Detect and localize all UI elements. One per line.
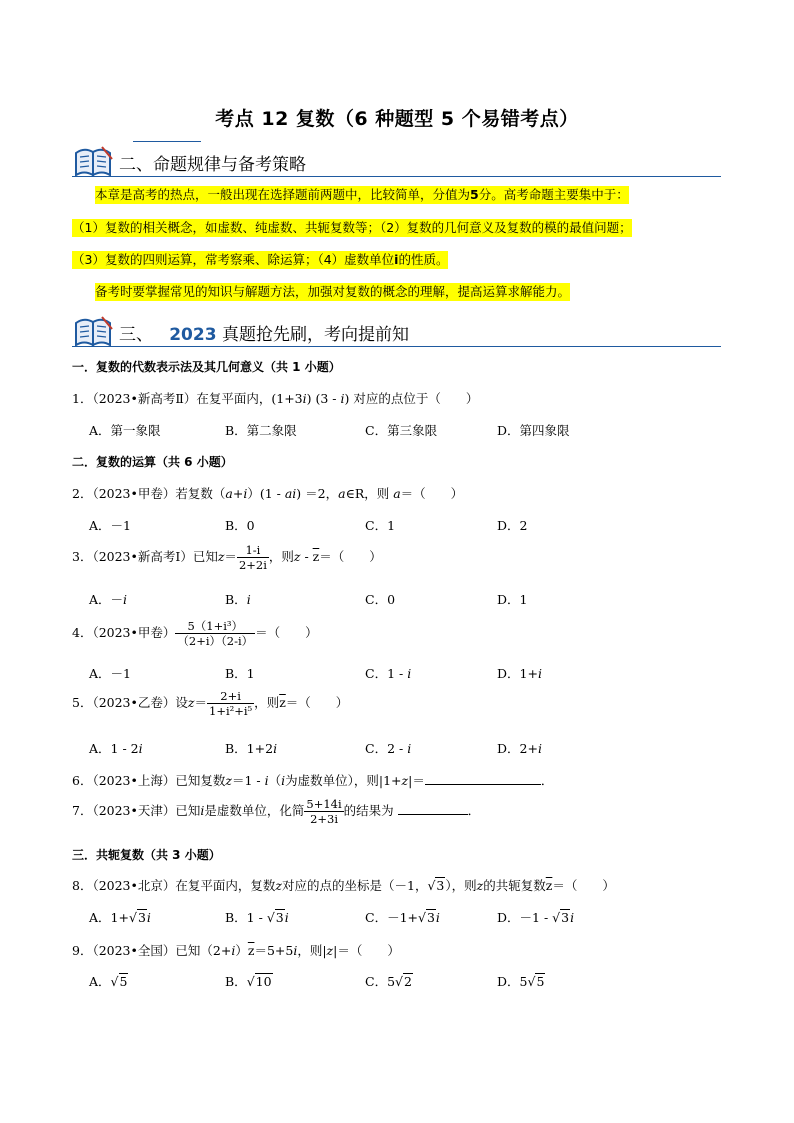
q3-option-c: C．0: [365, 592, 396, 607]
strategy-paragraph-3: （3）复数的四则运算，常考察乘、除运算；（4）虚数单位i的性质。: [72, 252, 449, 267]
q9-option-b: B．√10: [225, 974, 272, 989]
q4-option-d: D．1+i: [497, 666, 542, 681]
q4-option-b: B．1: [225, 666, 255, 681]
question-8: 8．（2023•北京）在复平面内，复数z对应的点的坐标是（－1，√3），则z的共轭复数$\overline{z}=$（ ）: [72, 878, 615, 893]
question-1: 1．（2023•新高考Ⅱ）在复平面内，(1+3i) (3 - i) 对应的点位于（ ）: [72, 391, 479, 406]
question-3: 3．（2023•新高考Ⅰ）已知z＝ $\frac{1-i}{2+2i}$ ，则$z - \overline{z}=$（ ）: [72, 543, 382, 572]
question-2: 2．（2023•甲卷）若复数（a+i）(1 - ai) ＝2，a∈R，则 a＝（ ）: [72, 486, 464, 501]
q3-fraction: $\frac{1-i}{2+2i}$: [238, 543, 267, 572]
q1-option-c: C．第三象限: [365, 423, 438, 438]
q8-option-b: B．1 - √3i: [225, 910, 289, 925]
question-9: 9．（2023•全国）已知$(2+i)\overline{z}=5+5i$，则|z|＝（ ）: [72, 943, 400, 958]
q8-option-a: A．1+√3i: [89, 910, 151, 925]
question-5: 5．（2023•乙卷）设z＝ $\frac{2+i}{\text{1+i²+i⁵}}$ ，则$\overline{z}=$（ ）: [72, 689, 349, 718]
q2-option-c: C．1: [365, 518, 396, 533]
question-6: 6．（2023•上海）已知复数z＝1 - i（i为虚数单位），则|1+z|＝ ．: [72, 773, 554, 788]
subsection-heading-1: 一．复数的代数表示法及其几何意义（共 1 小题）: [72, 360, 341, 374]
q3-option-b: B．i: [225, 592, 251, 607]
q3-option-d: D．1: [497, 592, 528, 607]
question-4: 4．（2023•甲卷） $\frac{\text{5（1+i³）}}{(2+i)(2-i)}$ ＝（ ）: [72, 619, 318, 648]
subsection-heading-3: 三．共轭复数（共 3 小题）: [72, 848, 221, 862]
q3-option-a: A．－i: [89, 592, 128, 607]
q9-option-c: C．5√2: [365, 974, 412, 989]
title-underline: [133, 141, 201, 142]
section-heading-strategy: 二、命题规律与备考策略: [119, 155, 306, 175]
q5-option-d: D．2+i: [497, 741, 542, 756]
q4-option-c: C．1 - i: [365, 666, 412, 681]
strategy-paragraph-4: 备考时要掌握常见的知识与解题方法，加强对复数的概念的理解，提高运算求解能力。: [95, 284, 571, 299]
q9-option-d: D．5√5: [497, 974, 545, 989]
strategy-paragraph-2: （1）复数的相关概念，如虚数、纯虚数、共轭复数等；（2）复数的几何意义及复数的模的最值问题；: [72, 220, 632, 235]
book-icon: [72, 143, 116, 179]
q2-option-d: D．2: [497, 518, 528, 533]
q7-answer-blank[interactable]: [398, 814, 468, 815]
q7-fraction: $\frac{5+14i}{2+3i}$: [306, 797, 342, 826]
section-divider: [72, 176, 721, 177]
q1-option-b: B．第二象限: [225, 423, 297, 438]
q4-option-a: A．－1: [89, 666, 131, 681]
sqrt-symbol: √3: [427, 878, 445, 893]
q4-fraction: $\frac{\text{5（1+i³）}}{(2+i)(2-i)}$: [177, 619, 254, 648]
q8-option-c: C．－1+√3i: [365, 910, 440, 925]
q5-option-a: A．1 - 2i: [89, 741, 143, 756]
q1-option-a: A．第一象限: [89, 423, 161, 438]
book-icon: [72, 313, 116, 349]
q8-option-d: D．－1 - √3i: [497, 910, 575, 925]
q2-option-a: A．－1: [89, 518, 131, 533]
q2-option-b: B．0: [225, 518, 255, 533]
q6-answer-blank[interactable]: [425, 784, 541, 785]
subsection-heading-2: 二．复数的运算（共 6 小题）: [72, 455, 233, 469]
strategy-paragraph-1: 本章是高考的热点，一般出现在选择题前两题中，比较简单，分值为5分。高考命题主要集中于：: [95, 187, 629, 202]
section-heading-real-exams: 三、 2023 真题抢先刷，考向提前知: [119, 325, 409, 345]
document-title: 考点 12 复数（6 种题型 5 个易错考点）: [215, 108, 579, 130]
section-divider: [72, 346, 721, 347]
q5-option-b: B．1+2i: [225, 741, 278, 756]
q9-option-a: A．√5: [89, 974, 128, 989]
q1-option-d: D．第四象限: [497, 423, 570, 438]
q5-fraction: $\frac{2+i}{\text{1+i²+i⁵}}$: [209, 689, 253, 718]
q5-option-c: C．2 - i: [365, 741, 412, 756]
question-7: 7．（2023•天津）已知i是虚数单位，化简 $\frac{5+14i}{2+3i}$ 的结果为 ．: [72, 797, 481, 826]
